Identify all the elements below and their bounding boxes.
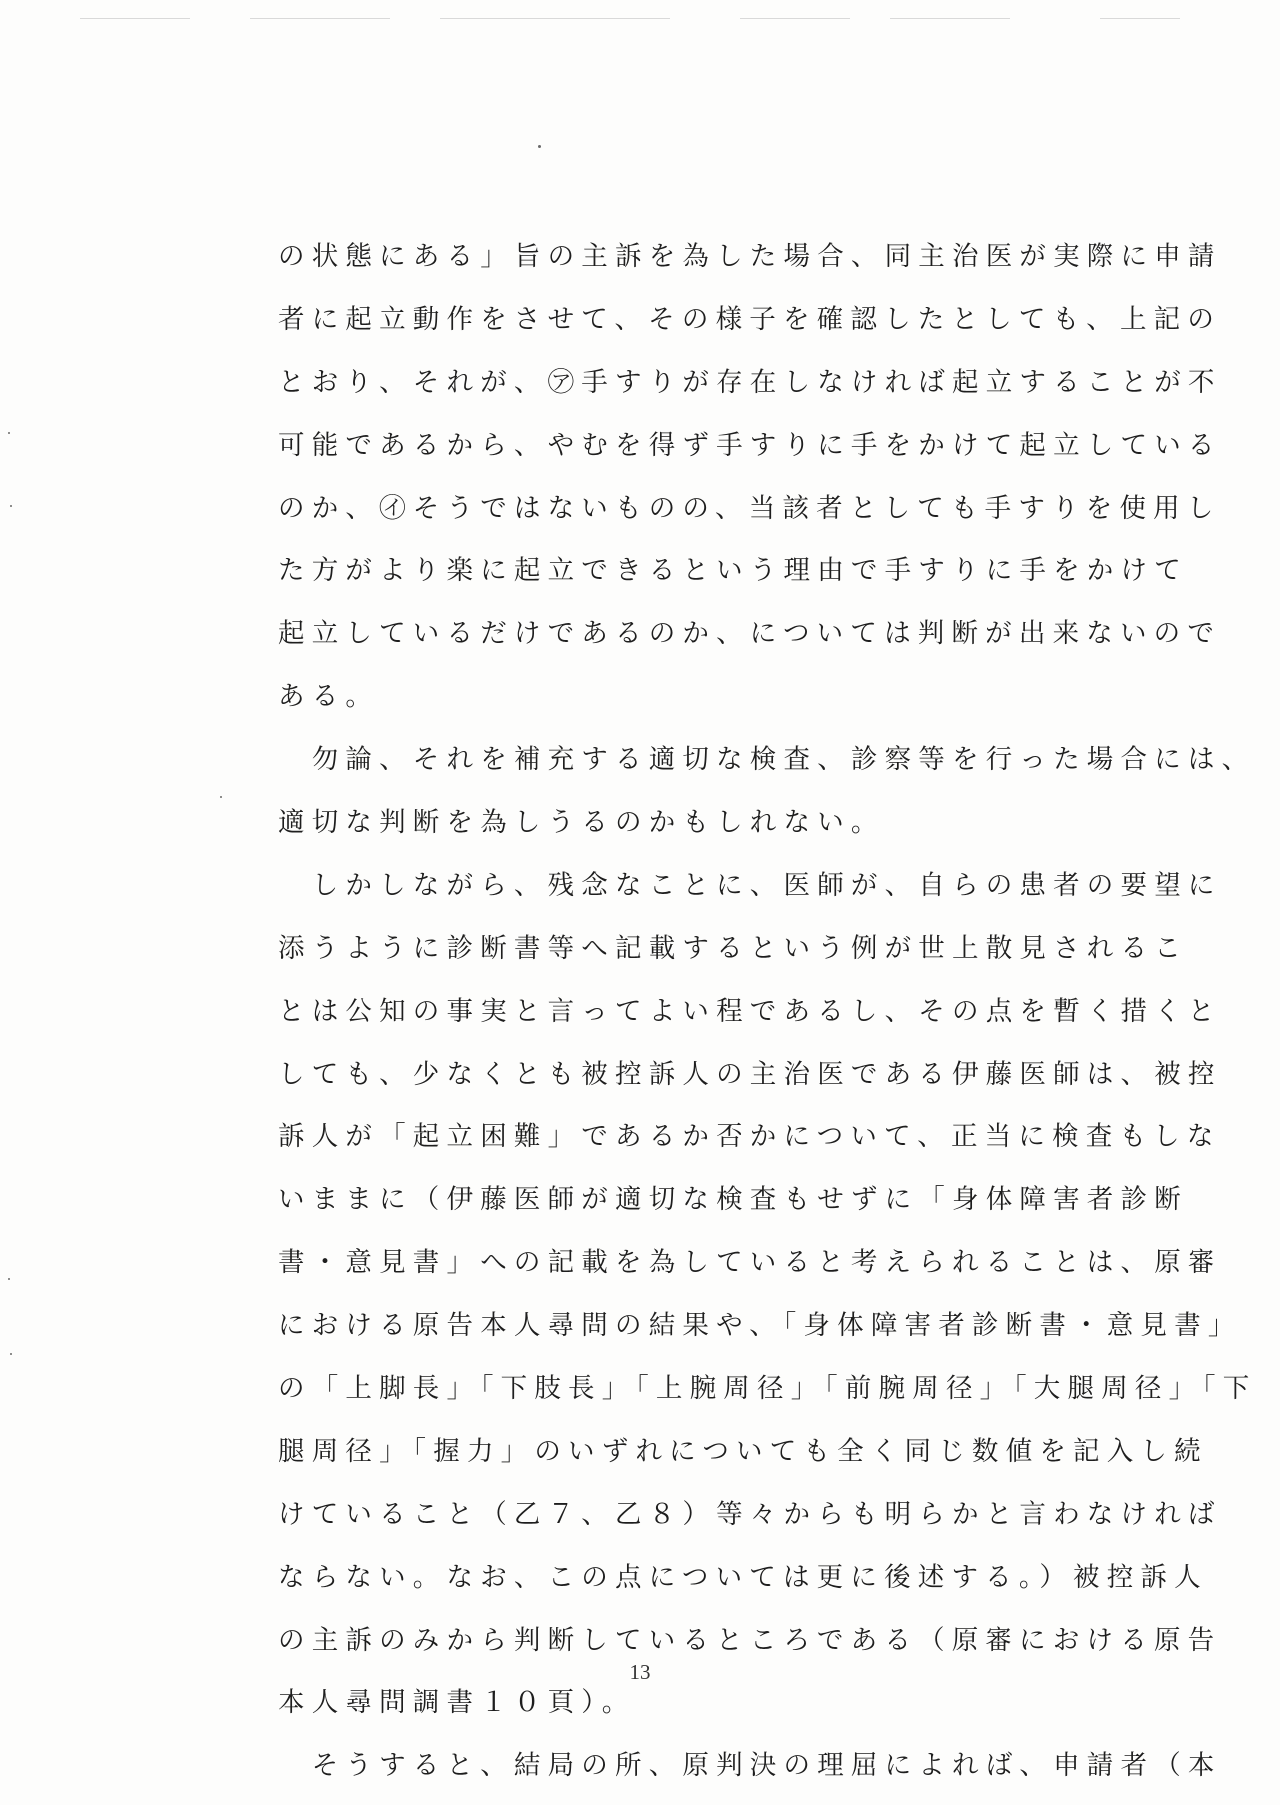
text-line: 本人尋問調書１０頁）。 bbox=[278, 1687, 636, 1719]
text-line: 適切な判断を為しうるのかもしれない。 bbox=[278, 807, 885, 839]
top-scan-line bbox=[440, 18, 670, 19]
scan-speck bbox=[538, 145, 541, 148]
text-line: しかしながら、残念なことに、医師が、自らの患者の要望に bbox=[278, 869, 1222, 901]
text-line: けていること（乙７、乙８）等々からも明らかと言わなければ bbox=[278, 1498, 1222, 1530]
scan-speck bbox=[220, 796, 222, 798]
text-line: ならない。なお、この点については更に後述する。）被控訴人 bbox=[278, 1561, 1208, 1593]
text-line: とは公知の事実と言ってよい程であるし、その点を暫く措くと bbox=[278, 995, 1222, 1027]
body-text bbox=[278, 226, 1257, 1798]
scan-speck bbox=[8, 1278, 10, 1280]
text-line: た方がより楽に起立できるという理由で手すりに手をかけて bbox=[278, 555, 1188, 587]
text-line: 腿周径」「握力」のいずれについても全く同じ数値を記入し続 bbox=[278, 1435, 1208, 1467]
text-line: の主訴のみから判断しているところである（原審における原告 bbox=[278, 1624, 1222, 1656]
text-line: いままに（伊藤医師が適切な検査もせずに「身体障害者診断 bbox=[278, 1184, 1188, 1216]
page-number: 13 bbox=[629, 1660, 651, 1684]
text-line: 添うように診断書等へ記載するという例が世上散見されるこ bbox=[278, 932, 1188, 964]
text-line: 勿論、それを補充する適切な検査、診察等を行った場合には、 bbox=[278, 744, 1256, 776]
top-scan-line bbox=[250, 18, 390, 19]
top-scan-line bbox=[1100, 18, 1180, 19]
top-scan-line bbox=[890, 18, 1010, 19]
text-line: 書・意見書」への記載を為していると考えられることは、原審 bbox=[278, 1247, 1222, 1279]
text-line: 可能であるから、やむを得ず手すりに手をかけて起立している bbox=[278, 429, 1222, 461]
text-line: 訴人が「起立困難」であるか否かについて、正当に検査もしな bbox=[278, 1121, 1221, 1153]
scan-speck bbox=[8, 432, 10, 434]
text-line: のか、㋑そうではないものの、当該者としても手すりを使用し bbox=[278, 492, 1221, 524]
text-line: 者に起立動作をさせて、その様子を確認したとしても、上記の bbox=[278, 303, 1222, 335]
scan-speck bbox=[10, 1353, 12, 1355]
text-line: 起立しているだけであるのか、については判断が出来ないので bbox=[278, 618, 1222, 650]
scan-speck bbox=[10, 505, 12, 507]
text-line: における原告本人尋問の結果や、「身体障害者診断書・意見書」 bbox=[278, 1310, 1242, 1342]
text-line: しても、少なくとも被控訴人の主治医である伊藤医師は、被控 bbox=[278, 1058, 1222, 1090]
text-line: ある。 bbox=[278, 681, 380, 713]
top-scan-line bbox=[80, 18, 190, 19]
text-line: の「上脚長」「下肢長」「上腕周径」「前腕周径」「大腿周径」「下 bbox=[278, 1373, 1257, 1405]
top-scan-line bbox=[740, 18, 850, 19]
text-line: そうすると、結局の所、原判決の理屈によれば、申請者（本 bbox=[278, 1750, 1222, 1782]
text-line: の状態にある」旨の主訴を為した場合、同主治医が実際に申請 bbox=[278, 241, 1222, 272]
text-line: とおり、それが、㋐手すりが存在しなければ起立することが不 bbox=[278, 366, 1222, 398]
